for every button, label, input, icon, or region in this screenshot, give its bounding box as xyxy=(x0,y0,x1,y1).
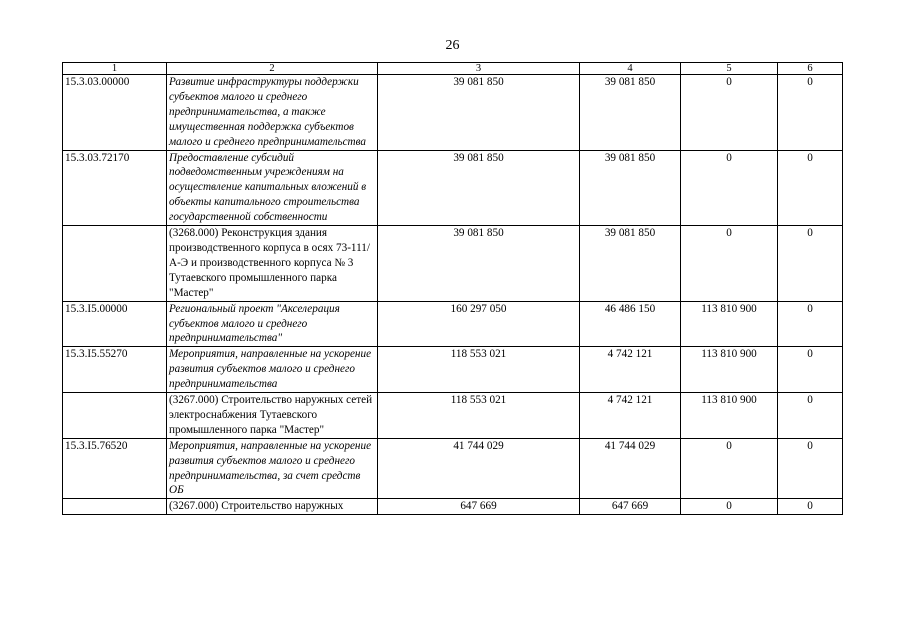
row-name-cell: Мероприятия, направленные на ускорение развития субъектов малого и среднего предпринимательства, за счет средств ОБ xyxy=(167,438,378,499)
row-code-cell: 15.3.I5.76520 xyxy=(63,438,167,499)
column-number-row xyxy=(63,63,843,75)
row-col4-cell: 4 742 121 xyxy=(580,347,681,393)
row-col4-cell: 39 081 850 xyxy=(580,226,681,302)
row-col5-cell: 0 xyxy=(681,150,778,226)
row-col5-cell: 113 810 900 xyxy=(681,393,778,439)
row-code-cell xyxy=(63,499,167,515)
row-col6-cell: 0 xyxy=(778,226,843,302)
table-row xyxy=(63,438,843,499)
row-col6-cell: 0 xyxy=(778,150,843,226)
row-col5-cell: 0 xyxy=(681,499,778,515)
row-code-cell: 15.3.03.00000 xyxy=(63,75,167,151)
row-col4-cell: 39 081 850 xyxy=(580,150,681,226)
table-row xyxy=(63,499,843,515)
row-col6-cell: 0 xyxy=(778,499,843,515)
row-col6-cell: 0 xyxy=(778,438,843,499)
row-col6-cell: 0 xyxy=(778,75,843,151)
column-header: 4 xyxy=(580,63,681,75)
row-col3-cell: 39 081 850 xyxy=(378,75,580,151)
row-col6-cell: 0 xyxy=(778,347,843,393)
row-col4-cell: 41 744 029 xyxy=(580,438,681,499)
row-col5-cell: 113 810 900 xyxy=(681,347,778,393)
column-header: 2 xyxy=(167,63,378,75)
page-number: 26 xyxy=(445,38,460,53)
row-name-cell: (3267.000) Строительство наружных xyxy=(167,499,378,515)
table-row xyxy=(63,226,843,302)
row-name-cell: (3267.000) Строительство наружных сетей электроснабжения Тутаевского промышленного парка "Мастер" xyxy=(167,393,378,439)
table-body xyxy=(63,75,843,515)
column-header: 5 xyxy=(681,63,778,75)
row-col5-cell: 0 xyxy=(681,75,778,151)
row-col3-cell: 41 744 029 xyxy=(378,438,580,499)
table-row xyxy=(63,75,843,151)
row-col3-cell: 160 297 050 xyxy=(378,301,580,347)
budget-table xyxy=(62,62,843,515)
row-col4-cell: 4 742 121 xyxy=(580,393,681,439)
row-code-cell xyxy=(63,393,167,439)
table-row xyxy=(63,347,843,393)
row-name-cell: Развитие инфраструктуры поддержки субъектов малого и среднего предпринимательства, а также имущественная поддержка субъектов малого и среднего предпринимательства xyxy=(167,75,378,151)
row-name-cell: (3268.000) Реконструкция здания производственного корпуса в осях 73-111/А-Э и производственного корпуса № 3 Тутаевского промышленного парка "Мастер" xyxy=(167,226,378,302)
table-row xyxy=(63,150,843,226)
column-header: 3 xyxy=(378,63,580,75)
row-col4-cell: 39 081 850 xyxy=(580,75,681,151)
row-code-cell: 15.3.I5.00000 xyxy=(63,301,167,347)
row-name-cell: Мероприятия, направленные на ускорение развития субъектов малого и среднего предпринимательства xyxy=(167,347,378,393)
row-col6-cell: 0 xyxy=(778,301,843,347)
row-code-cell xyxy=(63,226,167,302)
row-code-cell: 15.3.I5.55270 xyxy=(63,347,167,393)
table-row xyxy=(63,301,843,347)
row-col3-cell: 647 669 xyxy=(378,499,580,515)
row-col4-cell: 46 486 150 xyxy=(580,301,681,347)
column-header: 6 xyxy=(778,63,843,75)
table-row xyxy=(63,393,843,439)
row-col4-cell: 647 669 xyxy=(580,499,681,515)
row-col5-cell: 0 xyxy=(681,438,778,499)
row-name-cell: Предоставление субсидий подведомственным учреждениям на осуществление капитальных вложений в объекты капитального строительства государственной собственности xyxy=(167,150,378,226)
row-col3-cell: 118 553 021 xyxy=(378,347,580,393)
row-code-cell: 15.3.03.72170 xyxy=(63,150,167,226)
row-col3-cell: 39 081 850 xyxy=(378,226,580,302)
row-name-cell: Региональный проект "Акселерация субъектов малого и среднего предпринимательства" xyxy=(167,301,378,347)
row-col5-cell: 0 xyxy=(681,226,778,302)
column-header: 1 xyxy=(63,63,167,75)
row-col5-cell: 113 810 900 xyxy=(681,301,778,347)
row-col3-cell: 118 553 021 xyxy=(378,393,580,439)
row-col6-cell: 0 xyxy=(778,393,843,439)
row-col3-cell: 39 081 850 xyxy=(378,150,580,226)
